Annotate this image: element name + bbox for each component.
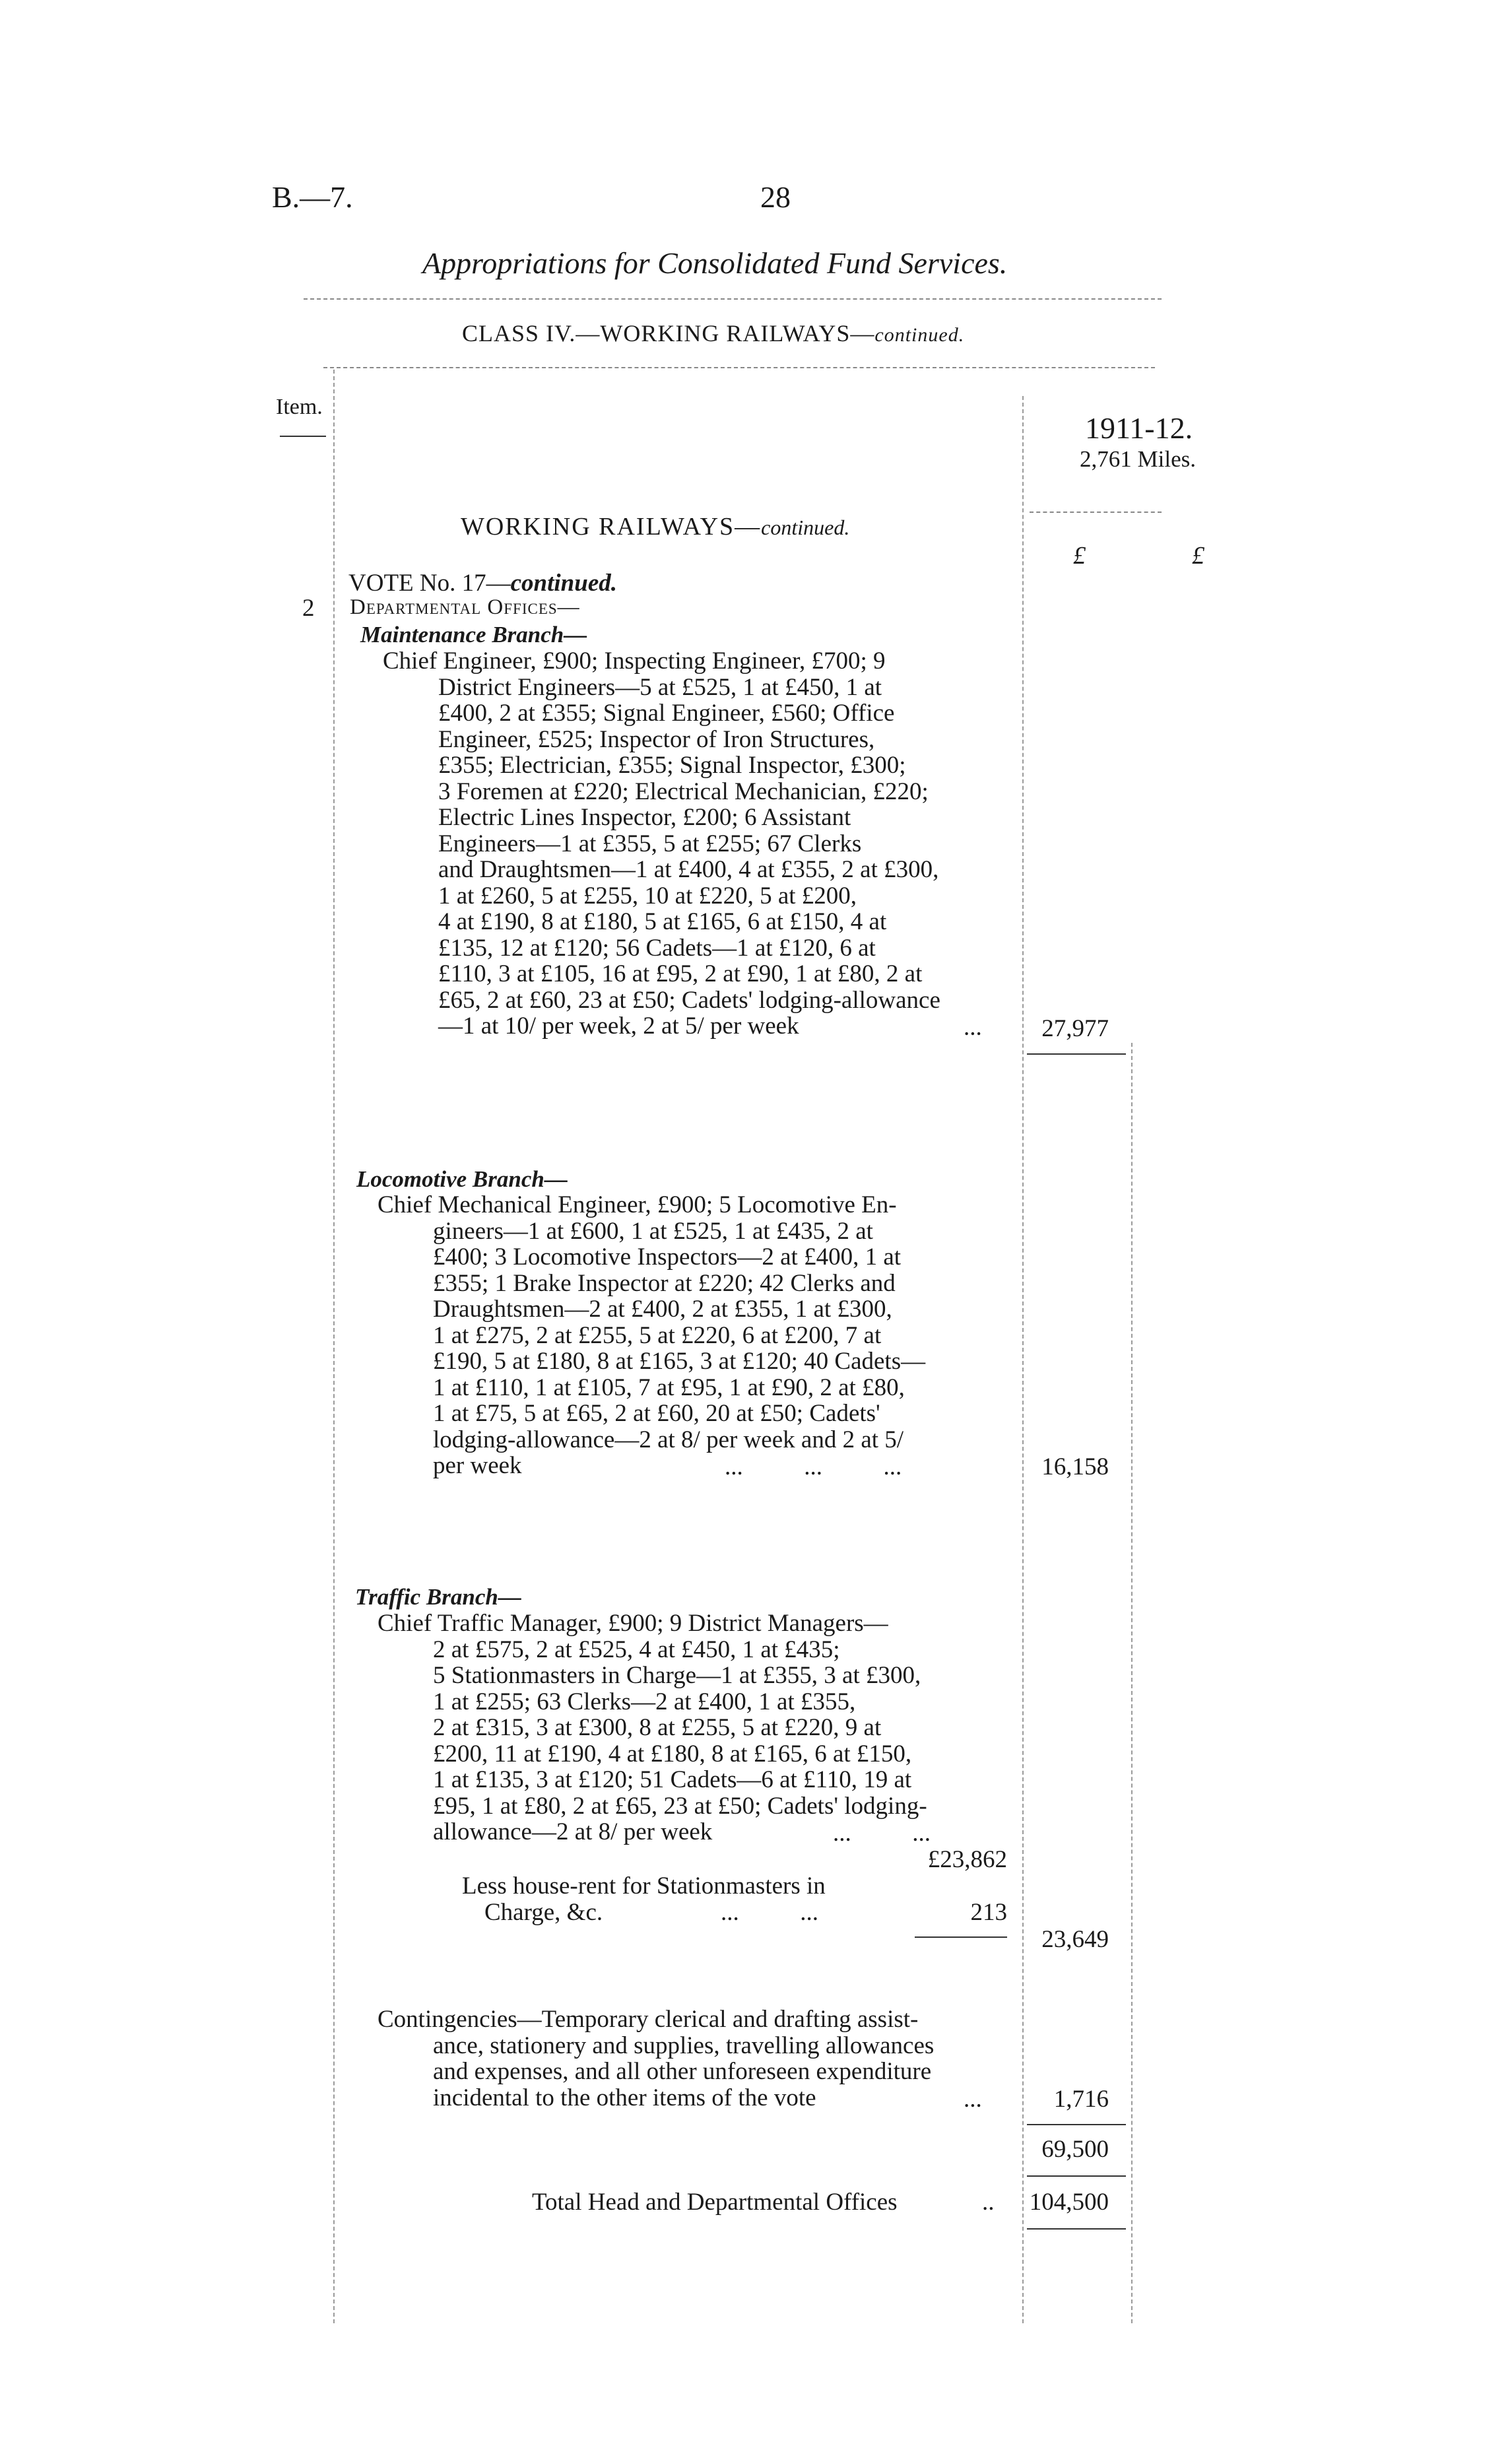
traffic-less-rule <box>915 1936 1007 1938</box>
currency-symbol-2: £ <box>1192 542 1204 570</box>
maintenance-branch-title: Maintenance Branch— <box>360 622 587 647</box>
text-line: and expenses, and all other unforeseen expenditure <box>433 2058 932 2085</box>
text-line: Chief Mechanical Engineer, £900; 5 Locomotive En- <box>378 1191 897 1218</box>
text-line: Contingencies—Temporary clerical and drafting assist- <box>378 2006 919 2033</box>
text-line: £95, 1 at £80, 2 at £65, 23 at £50; Cadets' lodging- <box>433 1792 927 1820</box>
grand-total-leader: .. <box>982 2189 995 2216</box>
traffic-amount: 23,649 <box>1041 1926 1109 1953</box>
text-line: gineers—1 at £600, 1 at £525, 1 at £435, 2 at <box>433 1217 873 1245</box>
text-line: £355; Electrician, £355; Signal Inspector, £300; <box>438 752 906 779</box>
page-number: 28 <box>760 180 791 214</box>
amount-right-divider <box>1131 1043 1133 2323</box>
text-line: £110, 3 at £105, 16 at £95, 2 at £90, 1 at £80, 2 at <box>438 960 923 987</box>
page-title: Appropriations for Consolidated Fund Services. <box>422 246 1008 280</box>
grand-total-label: Total Head and Departmental Offices <box>532 2189 898 2216</box>
title-rule <box>304 298 1162 300</box>
contingencies-amount: 1,716 <box>1053 2086 1109 2113</box>
traffic-subtotal: £23,862 <box>927 1846 1007 1873</box>
text-line: 1 at £135, 3 at £120; 51 Cadets—6 at £110, 19 at <box>433 1766 912 1793</box>
year-heading: 1911-12. <box>1085 411 1193 445</box>
text-line: £400; 3 Locomotive Inspectors—2 at £400, 1 at <box>433 1243 902 1271</box>
contingencies-leader: ... <box>964 2086 982 2113</box>
item-number: 2 <box>302 595 315 622</box>
vote-total-rule <box>1027 2175 1126 2177</box>
document-reference: B.—7. <box>272 180 353 214</box>
text-line: per week <box>433 1452 522 1479</box>
class-heading-rule <box>323 367 1155 368</box>
offices-heading: Departmental Offices— <box>350 595 580 619</box>
text-line: Engineer, £525; Inspector of Iron Structures, <box>438 725 875 753</box>
locomotive-branch-text <box>378 1192 1011 1479</box>
text-line: 1 at £110, 1 at £105, 7 at £95, 1 at £90, 2 at £80, <box>433 1373 905 1401</box>
maintenance-leader: ... <box>964 1014 982 1041</box>
item-column-label: Item. <box>276 395 323 419</box>
locomotive-branch-title: Locomotive Branch— <box>356 1166 568 1192</box>
text-line: Draughtsmen—2 at £400, 2 at £355, 1 at £300, <box>433 1296 892 1323</box>
contingencies-rule <box>1027 2124 1126 2125</box>
traffic-less-amount: 213 <box>970 1899 1007 1926</box>
text-line: £135, 12 at £120; 56 Cadets—1 at £120, 6 at <box>438 934 876 962</box>
text-line: and Draughtsmen—1 at £400, 4 at £355, 2 at £300, <box>438 856 939 883</box>
text-line: 1 at £75, 5 at £65, 2 at £60, 20 at £50; Cadets' <box>433 1400 880 1427</box>
maintenance-amount: 27,977 <box>1041 1015 1109 1042</box>
miles-heading: 2,761 Miles. <box>1080 446 1196 472</box>
traffic-less-label-1: Less house-rent for Stationmasters in <box>462 1872 826 1900</box>
locomotive-leader: ... ... ... <box>725 1453 902 1480</box>
text-line: Chief Engineer, £900; Inspecting Engineer, £700; 9 <box>383 647 886 675</box>
section-heading-suffix: continued. <box>761 515 850 539</box>
section-heading <box>461 512 849 541</box>
traffic-less-leader: ... ... <box>721 1899 818 1926</box>
text-line: —1 at 10/ per week, 2 at 5/ per week <box>438 1012 799 1040</box>
text-line: 1 at £275, 2 at £255, 5 at £220, 6 at £200, 7 at <box>433 1321 882 1349</box>
text-line: 2 at £315, 3 at £300, 8 at £255, 5 at £220, 9 at <box>433 1714 882 1741</box>
locomotive-amount: 16,158 <box>1041 1453 1109 1480</box>
class-heading <box>462 319 964 347</box>
grand-total-rule <box>1027 2228 1126 2230</box>
traffic-leader: ... ... <box>833 1820 931 1847</box>
amount-column-divider <box>1022 396 1024 2323</box>
text-line: Engineers—1 at £355, 5 at £255; 67 Clerks <box>438 830 862 857</box>
grand-total: 104,500 <box>1029 2189 1109 2216</box>
text-line: 1 at £255; 63 Clerks—2 at £400, 1 at £355, <box>433 1688 856 1715</box>
text-line: £400, 2 at £355; Signal Engineer, £560; Office <box>438 700 895 727</box>
text-line: 3 Foremen at £220; Electrical Mechanician, £220; <box>438 777 929 805</box>
traffic-less-label-2: Charge, &c. <box>484 1899 603 1926</box>
vote-total: 69,500 <box>1041 2136 1109 2163</box>
text-line: £190, 5 at £180, 8 at £165, 3 at £120; 40 Cadets— <box>433 1348 926 1375</box>
maintenance-branch-text <box>383 648 1016 1040</box>
currency-symbol-1: £ <box>1073 542 1086 570</box>
text-line: £200, 11 at £190, 4 at £180, 8 at £165, 6 at £150, <box>433 1740 912 1768</box>
text-line: 4 at £190, 8 at £180, 5 at £165, 6 at £150, 4 at <box>438 908 887 935</box>
text-line: lodging-allowance—2 at 8/ per week and 2 at 5/ <box>433 1426 904 1453</box>
text-line: District Engineers—5 at £525, 1 at £450, 1 at <box>438 673 882 701</box>
item-column-divider <box>333 370 335 2323</box>
text-line: incidental to the other items of the vote <box>433 2084 816 2111</box>
traffic-branch-title: Traffic Branch— <box>355 1584 521 1610</box>
section-heading-text: WORKING RAILWAYS— <box>461 513 762 541</box>
vote-heading-suffix: continued. <box>510 570 618 597</box>
text-line: 1 at £260, 5 at £255, 10 at £220, 5 at £200, <box>438 882 857 910</box>
contingencies-text <box>378 2006 1011 2111</box>
text-line: 5 Stationmasters in Charge—1 at £355, 3 at £300, <box>433 1662 921 1689</box>
class-heading-text: CLASS IV.—WORKING RAILWAYS— <box>462 320 875 347</box>
maintenance-amount-rule <box>1027 1053 1126 1055</box>
class-heading-suffix: continued. <box>874 324 965 346</box>
text-line: allowance—2 at 8/ per week <box>433 1818 713 1845</box>
item-label-rule <box>280 436 326 437</box>
vote-heading <box>348 569 617 597</box>
vote-heading-text: VOTE No. 17— <box>348 570 511 597</box>
text-line: 2 at £575, 2 at £525, 4 at £450, 1 at £435; <box>433 1636 840 1663</box>
text-line: £65, 2 at £60, 23 at £50; Cadets' lodging-allowance <box>438 986 940 1014</box>
text-line: ance, stationery and supplies, travelling allowances <box>433 2032 935 2059</box>
text-line: Electric Lines Inspector, £200; 6 Assistant <box>438 804 851 831</box>
traffic-branch-text <box>378 1610 1011 1845</box>
text-line: Chief Traffic Manager, £900; 9 District Managers— <box>378 1610 888 1637</box>
year-heading-rule <box>1030 512 1162 513</box>
text-line: £355; 1 Brake Inspector at £220; 42 Clerks and <box>433 1269 896 1297</box>
